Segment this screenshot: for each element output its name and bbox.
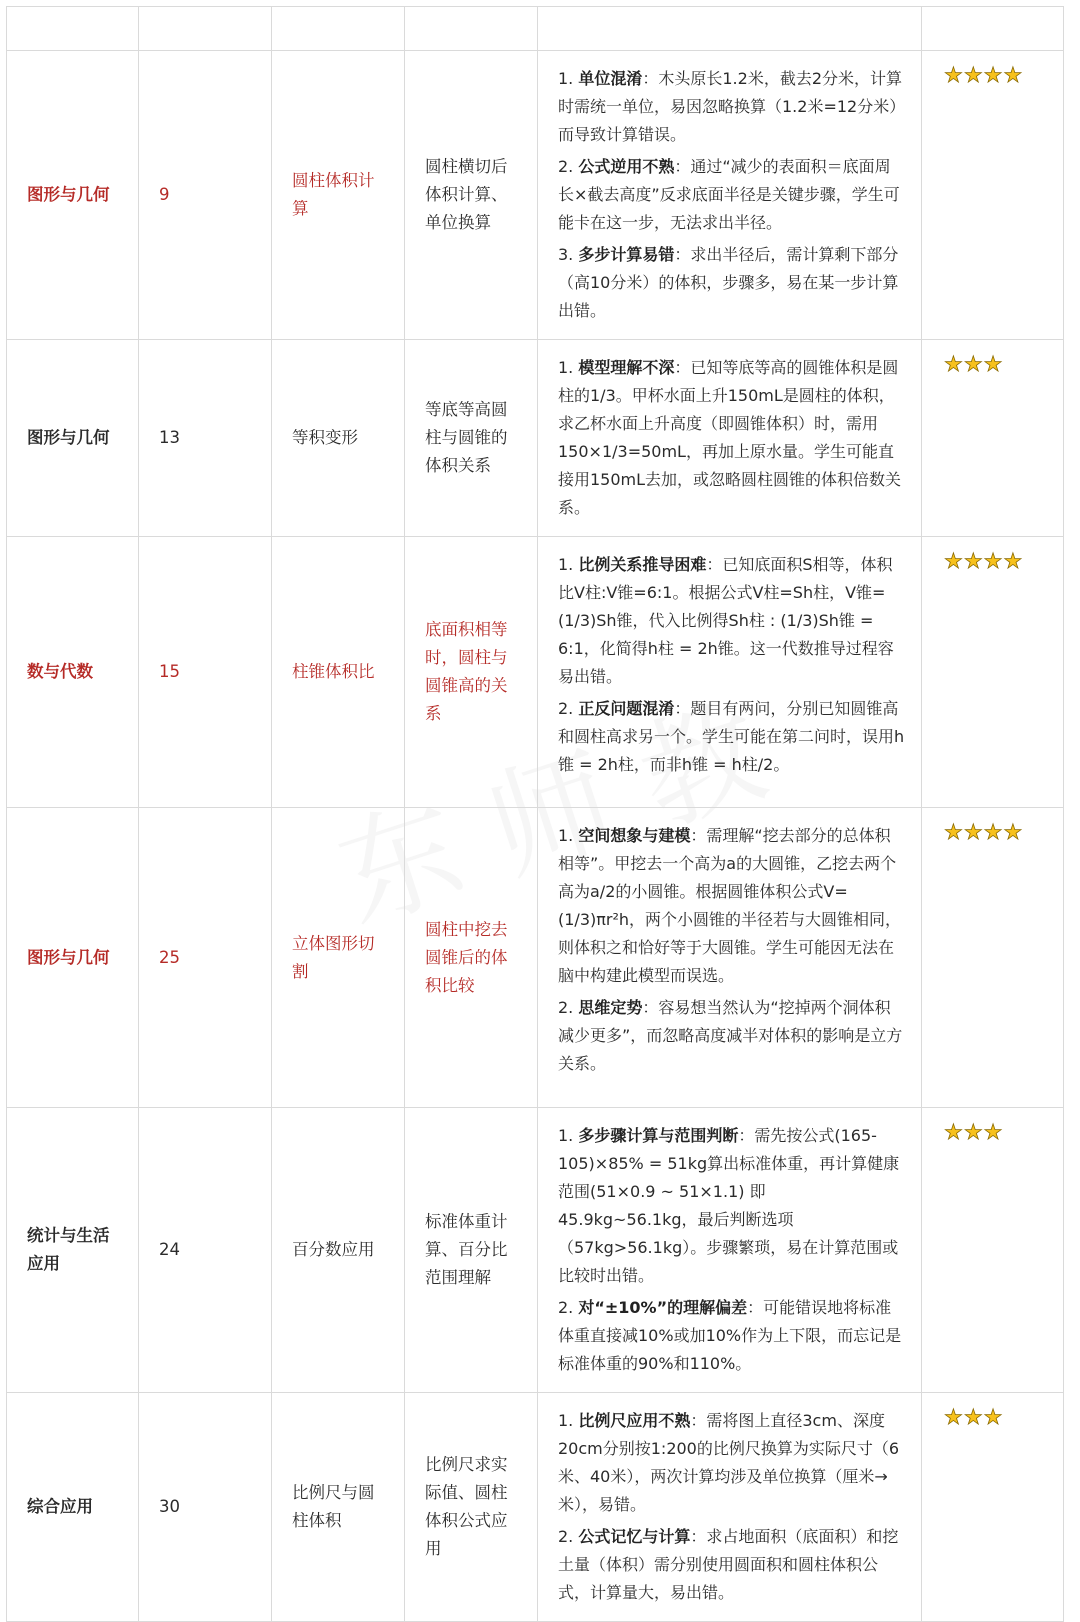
error-point-number: 1. [558,69,579,88]
difficulty-stars [944,352,1003,376]
difficulty-stars [944,549,1023,573]
error-point-title: 对“±10%”的理解偏差 [578,1298,748,1317]
table-header-row [7,7,1064,51]
star-icon: ★ [1003,549,1024,573]
star-icon: ★ [963,352,984,376]
error-point-number: 2. [558,998,579,1017]
star-icon: ★ [963,820,984,844]
topic-cell: 柱锥体积比 [292,662,375,681]
error-point-title: 公式记忆与计算 [578,1527,691,1546]
knowledge-cell: 标准体重计算、百分比范围理解 [425,1212,508,1287]
domain-cell: 综合应用 [27,1497,93,1516]
error-point-number: 1. [558,555,579,574]
error-point-text: ：通过“减少的表面积＝底面周长×截去高度”反求底面半径是关键步骤，学生可能卡在这一步，无法求出半径。 [558,157,900,232]
knowledge-cell: 比例尺求实际值、圆柱体积公式应用 [425,1455,508,1558]
star-icon: ★ [963,1405,984,1429]
domain-cell: 图形与几何 [27,185,110,204]
difficulty-stars [944,820,1023,844]
error-point-text: ：题目有两问，分别已知圆锥高和圆柱高求另一个。学生可能在第二问时，误用h锥 = 2h柱，而非h锥 = h柱/2。 [558,699,905,774]
star-icon: ★ [944,549,964,573]
question-number-cell: 24 [159,1240,180,1259]
error-point-title: 多步骤计算与范围判断 [578,1126,739,1145]
star-icon: ★ [983,352,1004,376]
error-analysis-cell [538,808,922,1108]
star-icon: ★ [983,1120,1004,1144]
question-number-cell: 9 [159,185,170,204]
error-point-text: ：求占地面积（底面积）和挖土量（体积）需分别使用圆面积和圆柱体积公式，计算量大，易出错。 [558,1527,899,1602]
star-icon: ★ [963,549,984,573]
knowledge-cell: 底面积相等时，圆柱与圆锥高的关系 [425,620,508,723]
difficulty-stars [944,1405,1003,1429]
error-point-number: 3. [558,245,579,264]
error-analysis-cell [538,1393,922,1622]
error-point-text: ：容易想当然认为“挖掉两个洞体积减少更多”，而忽略高度减半对体积的影响是立方关系。 [558,998,903,1073]
error-point [558,994,905,1078]
error-point [558,241,905,325]
star-icon: ★ [944,352,964,376]
question-number-cell: 15 [159,662,180,681]
error-point-title: 公式逆用不熟 [578,157,675,176]
error-point-text: ：木头原长1.2米，截去2分米，计算时需统一单位，易因忽略换算（1.2米=12分米）而导致计算错误。 [558,69,903,144]
star-icon: ★ [944,1405,964,1429]
star-icon: ★ [944,820,964,844]
star-icon: ★ [983,549,1004,573]
error-analysis-cell [538,340,922,537]
error-point-text: ：求出半径后，需计算剩下部分（高10分米）的体积，步骤多，易在某一步计算出错。 [558,245,899,320]
table-row [7,1393,1064,1622]
error-point-number: 2. [558,1298,579,1317]
table-row [7,51,1064,340]
error-point-text: ：需将图上直径3cm、深度20cm分别按1:200的比例尺换算为实际尺寸（6米、40米），两次计算均涉及单位换算（厘米→米），易错。 [558,1411,900,1514]
error-point [558,65,905,149]
error-analysis-cell [538,51,922,340]
star-icon: ★ [1003,63,1024,87]
table-row [7,340,1064,537]
knowledge-cell: 圆柱中挖去圆锥后的体积比较 [425,919,508,995]
error-point-number: 2. [558,699,579,718]
knowledge-cell: 圆柱横切后体积计算、单位换算 [425,157,508,232]
star-icon: ★ [944,63,964,87]
difficulty-stars [944,1120,1003,1144]
topic-cell: 圆柱体积计算 [292,171,375,218]
star-icon: ★ [1003,820,1024,844]
error-point-number: 1. [558,1411,579,1430]
error-point [558,354,905,522]
error-point-title: 空间想象与建模 [578,826,691,845]
domain-cell: 图形与几何 [27,428,110,447]
error-point-number: 1. [558,1126,579,1145]
table-row [7,808,1064,1108]
table-row [7,537,1064,808]
error-point-number: 2. [558,157,579,176]
error-point [558,1523,905,1607]
error-analysis-cell [538,1108,922,1393]
error-point-title: 比例尺应用不熟 [578,1411,691,1430]
error-point [558,1122,905,1290]
topic-cell: 立体图形切割 [292,933,375,981]
error-point [558,153,905,237]
error-point-title: 模型理解不深 [578,358,675,377]
question-number-cell: 30 [159,1497,180,1516]
analysis-table [6,6,1064,1622]
error-point-title: 思维定势 [578,998,643,1017]
error-point-number: 2. [558,1527,579,1546]
domain-cell: 统计与生活应用 [27,1226,110,1273]
topic-cell: 百分数应用 [292,1240,375,1259]
topic-cell: 等积变形 [292,428,358,447]
star-icon: ★ [963,1120,984,1144]
star-icon: ★ [983,63,1004,87]
error-point-text: ：需先按公式(165-105)×85% = 51kg算出标准体重，再计算健康范围(51×0.9 ~ 51×1.1) 即45.9kg~56.1kg，最后判断选项（57kg>56.1kg）。步骤繁琐，易在计算范围或比较时出错。 [558,1126,900,1285]
question-number-cell: 25 [159,947,180,967]
error-point [558,551,905,691]
error-point-number: 1. [558,358,579,377]
error-point-number: 1. [558,826,579,845]
question-number-cell: 13 [159,428,180,447]
knowledge-cell: 等底等高圆柱与圆锥的体积关系 [425,400,508,475]
error-point-title: 正反问题混淆 [578,699,675,718]
error-point-text: ：已知等底等高的圆锥体积是圆柱的1/3。甲杯水面上升150mL是圆柱的体积，求乙杯水面上升高度（即圆锥体积）时，需用150×1/3=50mL，再加上原水量。学生可能直接用150mL去加，或忽略圆柱圆锥的体积倍数关系。 [558,358,902,517]
error-point-text: ：可能错误地将标准体重直接减10%或加10%作为上下限，而忘记是标准体重的90%和110%。 [558,1298,902,1373]
error-point-text: ：已知底面积S相等，体积比V柱:V锥=6:1。根据公式V柱=Sh柱，V锥=(1/3)Sh锥，代入比例得Sh柱 : (1/3)Sh锥 = 6:1，化简得h柱 = 2h锥。这一代数推导过程容易出错。 [558,555,894,686]
domain-cell: 图形与几何 [27,947,110,967]
error-point-title: 单位混淆 [578,69,643,88]
star-icon: ★ [963,63,984,87]
error-analysis-cell [538,537,922,808]
difficulty-stars [944,63,1023,87]
error-point-title: 多步计算易错 [578,245,675,264]
error-point-title: 比例关系推导困难 [578,555,707,574]
error-point [558,1294,905,1378]
table-row [7,1108,1064,1393]
star-icon: ★ [944,1120,964,1144]
error-point [558,822,905,990]
domain-cell: 数与代数 [27,662,93,681]
error-point [558,1407,905,1519]
star-icon: ★ [983,1405,1004,1429]
topic-cell: 比例尺与圆柱体积 [292,1483,375,1530]
star-icon: ★ [983,820,1004,844]
error-point-text: ：需理解“挖去部分的总体积相等”。甲挖去一个高为a的大圆锥，乙挖去两个高为a/2的小圆锥。根据圆锥体积公式V=(1/3)πr²h，两个小圆锥的半径若与大圆锥相同，则体积之和恰好等于大圆锥。学生可能因无法在脑中构建此模型而误选。 [558,826,902,985]
error-point [558,695,905,779]
